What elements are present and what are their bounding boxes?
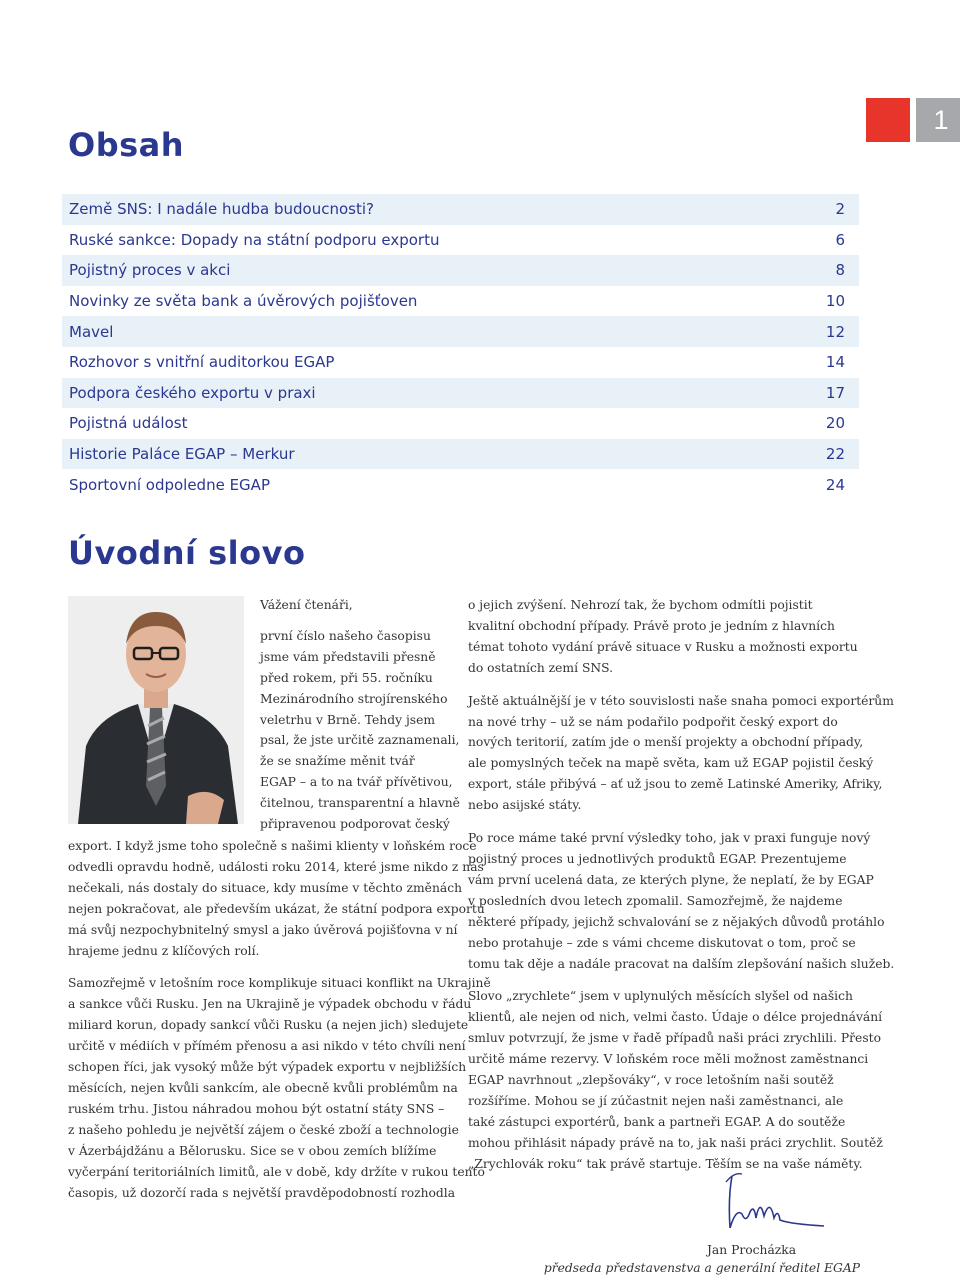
text-line: veletrhu v Brně. Tehdy jsem: [260, 712, 436, 727]
intro-title: Úvodní slovo: [68, 534, 306, 572]
text-line: vyčerpání teritoriálních limitů, ale v době, kdy držíte v rukou tento: [68, 1164, 485, 1179]
text-line: také zástupci exportérů, bank a partneři EGAP. A do soutěže: [468, 1114, 846, 1129]
text-line: připravenou podporovat český: [260, 817, 450, 832]
text-line: Ještě aktuálnější je v této souvislosti naše snaha pomoci exportérům: [468, 693, 894, 708]
text-line: z našeho pohledu je největší zájem o české zboží a technologie: [68, 1122, 459, 1137]
intro-right-column: [468, 595, 895, 1175]
text-line: miliard korun, dopady sankcí vůči Rusku (a nejen jich) sledujete: [68, 1018, 469, 1033]
text-line: nebo asijské státy.: [468, 798, 582, 813]
text-line: na nové trhy – už se nám podařilo podpořit český export do: [468, 714, 838, 729]
handwritten-signature: [720, 1168, 830, 1240]
toc-item[interactable]: [62, 439, 859, 470]
text-line: jsme vám představili přesně: [260, 649, 436, 664]
author-photo: [68, 596, 244, 824]
text-line: Po roce máme také první výsledky toho, jak v praxi funguje nový: [468, 831, 871, 846]
text-line: určitě máme rezervy. V loňském roce měli možnost zaměstnanci: [468, 1052, 869, 1067]
toc-item[interactable]: [62, 316, 859, 347]
toc-item-label: Ruské sankce: Dopady na státní podporu exportu: [69, 230, 440, 249]
toc-item-page: 14: [825, 353, 845, 372]
toc-item-label: Pojistná událost: [69, 414, 188, 433]
text-line: kvalitní obchodní případy. Právě proto je jedním z hlavních: [468, 618, 835, 633]
toc-item-page: 8: [835, 261, 845, 280]
text-line: psal, že jste určitě zaznamenali,: [260, 733, 460, 748]
text-line: čitelnou, transparentní a hlavně: [260, 796, 460, 811]
text-line: v Ázerbájdžánu a Bělorusku. Sice se v obou zemích blížíme: [68, 1143, 437, 1158]
toc-item[interactable]: [62, 225, 859, 256]
toc-item-label: Historie Paláce EGAP – Merkur: [69, 445, 295, 464]
text-line: do ostatních zemí SNS.: [468, 660, 614, 675]
toc-item-page: 12: [825, 322, 845, 341]
intro-text-beside-photo: [260, 595, 460, 835]
text-line: rozšíříme. Mohou se jí zúčastnit nejen naši zaměstnanci, ale: [468, 1093, 844, 1108]
text-line: první číslo našeho časopisu: [260, 628, 431, 643]
toc-item[interactable]: [62, 408, 859, 439]
toc-item[interactable]: [62, 255, 859, 286]
signature-name: Jan Procházka: [707, 1243, 797, 1257]
toc-item-page: 2: [835, 200, 845, 219]
toc-item-label: Mavel: [69, 322, 114, 341]
text-line: nových teritorií, zatím jde o menší projekty a obchodní případy,: [468, 735, 864, 750]
text-line: měsících, nejen kvůli sankcím, ale obecně kvůli problémům na: [68, 1080, 458, 1095]
text-line: nebo protahuje – zde s vámi chceme diskutovat o tom, proč se: [468, 935, 856, 950]
text-line: před rokem, při 55. ročníku: [260, 670, 433, 685]
toc-title: Obsah: [68, 126, 185, 164]
text-line: tomu tak děje a nadále pracovat na dalším zlepšování našich služeb.: [468, 956, 895, 971]
page-number-badge: [866, 98, 960, 142]
text-line: „Zrychlovák roku“ tak právě startuje. Těším se na vaše náměty.: [468, 1156, 863, 1171]
text-line: EGAP navrhnout „zlepšováky“, v roce letošním naši soutěž: [468, 1073, 834, 1088]
text-line: pojistný proces u jednotlivých produktů EGAP. Prezentujeme: [468, 851, 847, 866]
toc-item-label: Novinky ze světa bank a úvěrových pojišťoven: [69, 292, 418, 311]
text-line: smluv potvrzují, že jsme v řadě případů naši práci zrychlili. Přesto: [468, 1031, 881, 1046]
toc-item-page: 10: [825, 292, 845, 311]
toc-item[interactable]: [62, 286, 859, 317]
text-line: odvedli opravdu hodně, události roku 2014, které jsme nikdo z nás: [68, 859, 484, 874]
toc-item-label: Země SNS: I nadále hudba budoucnosti?: [69, 200, 374, 219]
toc-item[interactable]: [62, 469, 859, 500]
text-line: a sankce vůči Rusku. Jen na Ukrajině je výpadek obchodu v řádu: [68, 997, 472, 1012]
author-portrait-image: [68, 596, 244, 824]
text-line: ale pomyslných teček na mapě světa, kam už EGAP pojistil český: [468, 756, 874, 771]
toc-item-label: Rozhovor s vnitřní auditorkou EGAP: [69, 353, 335, 372]
text-line: ruském trhu. Jistou náhradou mohou být ostatní státy SNS –: [68, 1101, 445, 1116]
text-line: nečekali, nás dostaly do situace, kdy musíme v těchto změnách: [68, 880, 463, 895]
toc-item-label: Pojistný proces v akci: [69, 261, 231, 280]
signature-role: předseda představenstva a generální ředitel EGAP: [543, 1261, 860, 1275]
text-line: některé případy, jejichž schvalování se z nějakých důvodů protáhlo: [468, 914, 885, 929]
text-line: časopis, už dozorčí rada s největší pravděpodobností rozhodla: [68, 1185, 456, 1200]
text-line: Mezinárodního strojírenského: [260, 691, 448, 706]
badge-accent: [866, 98, 910, 142]
text-line: klientů, ale nejen od nich, velmi často. Údaje o délce projednávání: [468, 1010, 883, 1025]
text-line: export, stále přibývá – ať už jsou to země Latinské Ameriky, Afriky,: [468, 777, 883, 792]
toc-item-label: Podpora českého exportu v praxi: [69, 383, 316, 402]
text-line: export. I když jsme toho společně s našimi klienty v loňském roce: [68, 839, 477, 853]
text-line: mohou přihlásit nápady právě na to, jak naši práci zrychlit. Soutěž: [468, 1135, 883, 1150]
text-line: hrajeme jednu z klíčových rolí.: [68, 943, 260, 958]
page-number: 1: [916, 98, 960, 142]
text-line: má svůj nezpochybnitelný smysl a jako úvěrová pojišťovna v ní: [68, 922, 458, 937]
toc-item[interactable]: [62, 347, 859, 378]
toc-item-page: 24: [825, 475, 845, 494]
table-of-contents: [62, 194, 859, 500]
text-line: určitě v médiích v přímém přenosu a asi nikdo v této chvíli není: [68, 1039, 466, 1054]
text-line: témat tohoto vydání právě situace v Rusku a možnosti exportu: [468, 639, 858, 654]
toc-item-page: 22: [825, 445, 845, 464]
text-line: Slovo „zrychlete“ jsem v uplynulých měsících slyšel od našich: [468, 989, 853, 1004]
text-line: Samozřejmě v letošním roce komplikuje situaci konflikt na Ukrajině: [68, 976, 491, 991]
text-line: vám první ucelená data, ze kterých plyne, že neplatí, že by EGAP: [468, 872, 874, 887]
toc-item-label: Sportovní odpoledne EGAP: [69, 475, 270, 494]
text-line: EGAP – a to na tvář přívětivou,: [260, 775, 453, 790]
toc-item-page: 6: [835, 230, 845, 249]
text-line: schopen říci, jak vysoký může být výpadek exportu v nejbližších: [68, 1060, 467, 1075]
text-line: o jejich zvýšení. Nehrozí tak, že bychom odmítli pojistit: [468, 598, 813, 612]
text-line: nejen pokračovat, ale především ukázat, že státní podpora exportu: [68, 901, 485, 916]
text-line: že se snažíme měnit tvář: [260, 754, 415, 769]
toc-item[interactable]: [62, 378, 859, 409]
intro-left-column: [68, 836, 491, 1203]
toc-item[interactable]: [62, 194, 859, 225]
greeting: Vážení čtenáři,: [260, 598, 353, 612]
toc-item-page: 17: [825, 383, 845, 402]
toc-item-page: 20: [825, 414, 845, 433]
text-line: v posledních dvou letech zpomalil. Samozřejmě, že najdeme: [468, 893, 843, 908]
